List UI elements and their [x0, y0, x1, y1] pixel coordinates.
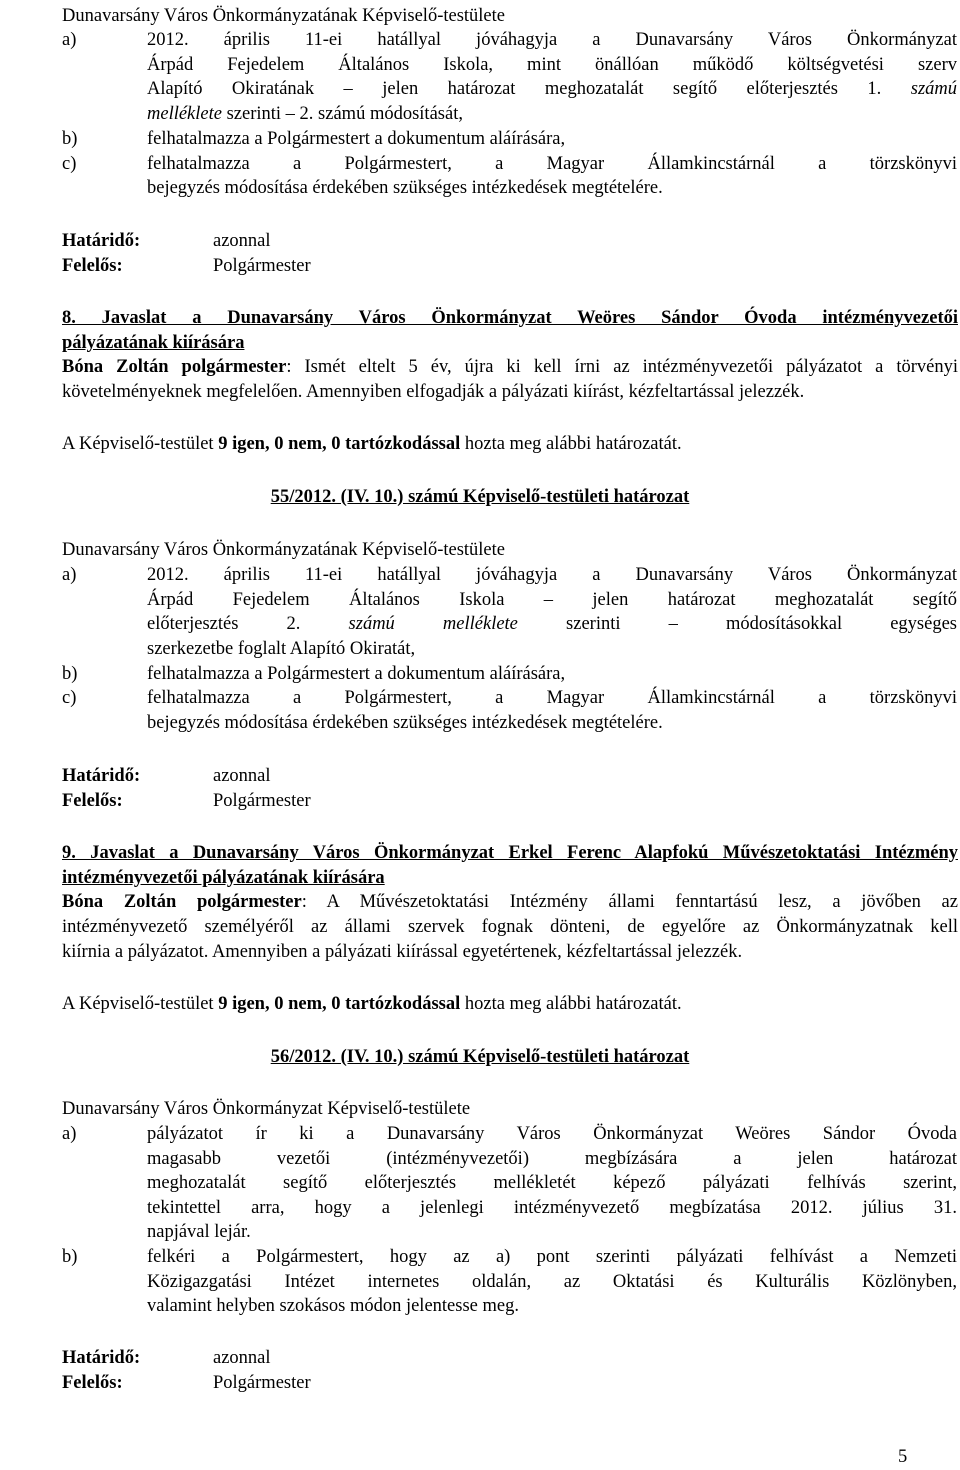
- item-b-line: felhatalmazza a Polgármestert a dokumentum aláírására,: [147, 664, 566, 684]
- resolution-body-heading: Dunavarsány Város Önkormányzatának Képviselő-testülete: [62, 6, 505, 26]
- agenda-item-heading: 8. Javaslat a Dunavarsány Város Önkormányzat Weöres Sándor Óvoda intézményvezetői: [62, 308, 958, 328]
- speaker-name: Bóna Zoltán polgármester: [62, 357, 287, 377]
- deadline-value: azonnal: [213, 1348, 271, 1368]
- responsible-value: Polgármester: [213, 1373, 311, 1393]
- speaker-name: Bóna Zoltán polgármester: [62, 892, 302, 912]
- item-a-line: Árpád Fejedelem Általános Iskola – jelen határozat meghozatalát segítő: [147, 590, 957, 610]
- item-label-b: b): [62, 129, 78, 149]
- speech-line: Bóna Zoltán polgármester: A Művészetoktatási Intézmény állami fenntartású lesz, a jövőben az: [62, 892, 958, 912]
- item-a-line: 2012. április 11-ei hatállyal jóváhagyja a Dunavarsány Város Önkormányzat: [147, 30, 957, 50]
- vote-result: A Képviselő-testület 9 igen, 0 nem, 0 tartózkodással hozta meg alábbi határozatát.: [62, 994, 682, 1014]
- item-c-line: felhatalmazza a Polgármestert, a Magyar Államkincstárnál a törzskönyvi: [147, 688, 957, 708]
- item-label-a: a): [62, 565, 77, 585]
- resolution-body-heading: Dunavarsány Város Önkormányzat Képviselő-testülete: [62, 1099, 471, 1119]
- item-label-b: b): [62, 1247, 78, 1267]
- item-a-line: szerkezetbe foglalt Alapító Okiratát,: [147, 639, 416, 659]
- item-a-line: napjával lejár.: [147, 1222, 251, 1242]
- speech-line: intézményvezető személyéről az állami szervek fognak dönteni, de egyelőre az Önkormányzatnak kell: [62, 917, 958, 937]
- item-a-line: 2012. április 11-ei hatállyal jóváhagyja a Dunavarsány Város Önkormányzat: [147, 565, 957, 585]
- deadline-value: azonnal: [213, 766, 271, 786]
- resolution-body-heading: Dunavarsány Város Önkormányzatának Képviselő-testülete: [62, 540, 505, 560]
- deadline-label: Határidő:: [62, 231, 141, 251]
- agenda-item-heading: pályázatának kiírására: [62, 333, 245, 353]
- item-c-line: felhatalmazza a Polgármestert, a Magyar Államkincstárnál a törzskönyvi: [147, 154, 957, 174]
- speech-line: Bóna Zoltán polgármester: Ismét eltelt 5 év, újra ki kell írni az intézményvezetői pályázatot a törvényi: [62, 357, 958, 377]
- item-a-line: Alapító Okiratának – jelen határozat meghozatalát segítő előterjesztés 1. számú: [147, 79, 958, 99]
- item-c-line: bejegyzés módosítása érdekében szükséges intézkedések megtételére.: [147, 713, 663, 733]
- item-b-line: Közigazgatási Intézet internetes oldalán, az Oktatási és Kulturális Közlönyben,: [147, 1272, 957, 1292]
- deadline-value: azonnal: [213, 231, 271, 251]
- item-b-line: felkéri a Polgármestert, hogy az a) pont szerinti pályázati felhívást a Nemzeti: [147, 1247, 957, 1267]
- item-a-line: előterjesztés 2. számú melléklete szerinti – módosításokkal egységes: [147, 614, 957, 634]
- resolution-title: 55/2012. (IV. 10.) számú Képviselő-testületi határozat: [270, 487, 690, 507]
- item-a-line: meghozatalát segítő előterjesztés mellékletét képező pályázati felhívás szerint,: [147, 1173, 957, 1193]
- vote-result: A Képviselő-testület 9 igen, 0 nem, 0 tartózkodással hozta meg alábbi határozatát.: [62, 434, 682, 454]
- item-c-line: bejegyzés módosítása érdekében szükséges intézkedések megtételére.: [147, 178, 663, 198]
- item-label-a: a): [62, 1124, 77, 1144]
- item-label-c: c): [62, 688, 77, 708]
- item-label-b: b): [62, 664, 78, 684]
- agenda-item-heading: 9. Javaslat a Dunavarsány Város Önkormányzat Erkel Ferenc Alapfokú Művészetoktatási Intézmény: [62, 843, 958, 863]
- item-a-line: tekintettel arra, hogy a jelenlegi intézményvezető megbízatása 2012. július 31.: [147, 1198, 957, 1218]
- deadline-label: Határidő:: [62, 766, 141, 786]
- responsible-value: Polgármester: [213, 256, 311, 276]
- item-a-line: pályázatot ír ki a Dunavarsány Város Önkormányzat Weöres Sándor Óvoda: [147, 1124, 957, 1144]
- item-b-line: felhatalmazza a Polgármestert a dokumentum aláírására,: [147, 129, 566, 149]
- resolution-title: 56/2012. (IV. 10.) számú Képviselő-testületi határozat: [270, 1047, 690, 1067]
- responsible-label: Felelős:: [62, 791, 123, 811]
- responsible-label: Felelős:: [62, 256, 123, 276]
- speech-line: kiírnia a pályázatot. Amennyiben a pályázati kiírással egyetértenek, kézfeltartással jelezzék.: [62, 942, 743, 962]
- item-b-line: valamint helyben szokásos módon jelentesse meg.: [147, 1296, 519, 1316]
- responsible-label: Felelős:: [62, 1373, 123, 1393]
- item-a-line: Árpád Fejedelem Általános Iskola, mint önállóan működő költségvetési szerv: [147, 55, 957, 75]
- item-a-line: melléklete szerinti – 2. számú módosítását,: [147, 104, 463, 124]
- responsible-value: Polgármester: [213, 791, 311, 811]
- item-label-c: c): [62, 154, 77, 174]
- item-label-a: a): [62, 30, 77, 50]
- page-number: 5: [898, 1447, 908, 1467]
- speech-line: követelményeknek megfelelően. Amennyiben elfogadják a pályázati kiírást, kézfeltartással jelezzék.: [62, 382, 805, 402]
- item-a-line: magasabb vezetői (intézményvezetői) megbízására a jelen határozat: [147, 1149, 957, 1169]
- agenda-item-heading: intézményvezetői pályázatának kiírására: [62, 868, 385, 888]
- deadline-label: Határidő:: [62, 1348, 141, 1368]
